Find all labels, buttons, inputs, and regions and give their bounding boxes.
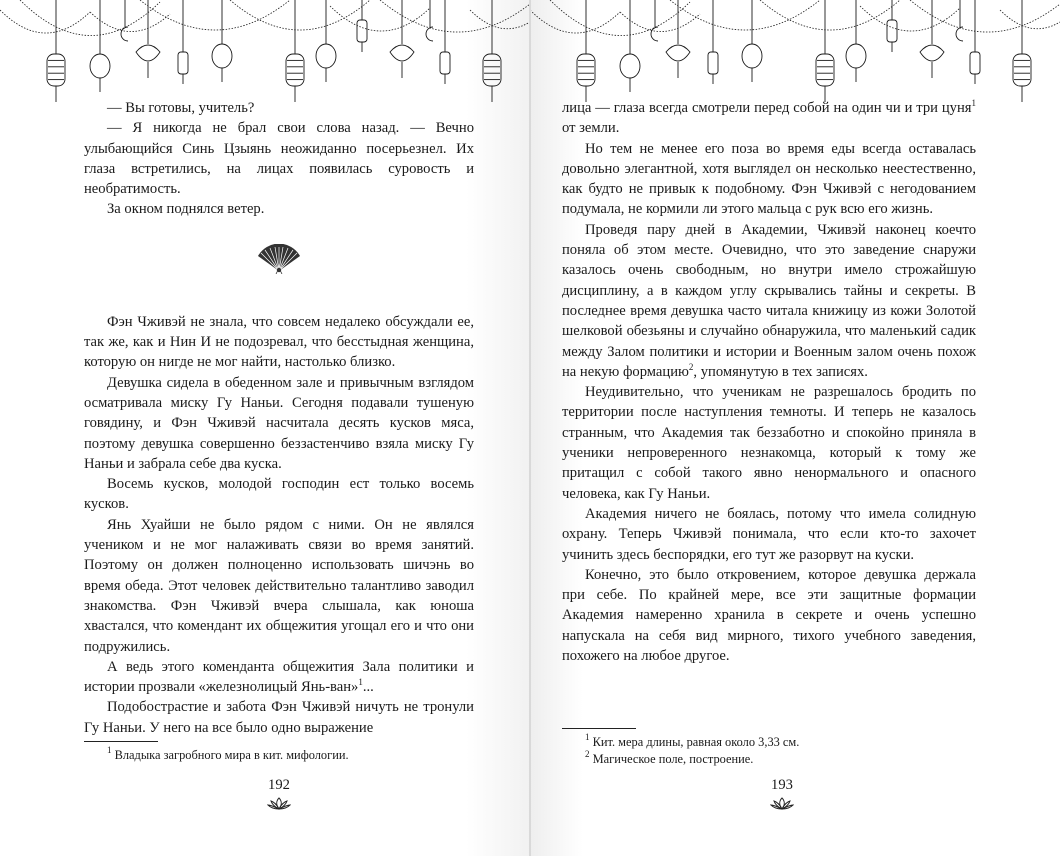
paragraph-with-footnote xyxy=(84,657,474,698)
paragraph: За окном поднялся ветер. xyxy=(107,201,265,218)
footnote-text: Магическое поле, построение. xyxy=(592,752,754,766)
paragraph: — Вы готовы, учитель? xyxy=(107,100,255,116)
footnote xyxy=(84,747,474,764)
lotus-icon xyxy=(267,797,291,811)
footnote-mark: 2 xyxy=(585,749,590,759)
page-number: 193 xyxy=(771,777,793,793)
footnote-mark: 1 xyxy=(107,745,112,755)
paragraph: Фэн Чживэй не знала, что совсем недалеко обсуждали ее, так же, как и Нин И не подозревал, что бесстыдная женщина, которую он нигде не мог найти, настолько близко. xyxy=(84,313,474,371)
book-gutter xyxy=(529,0,531,856)
paragraph-text: А ведь этого коменданта общежития Зала политики и истории прозвали «железнолицый Янь-ван» xyxy=(84,658,474,696)
paragraph: Янь Хуайши не было рядом с ними. Он не являлся учеником и не мог налаживать связи во время занятий. Поэтому он должен полноценно использовать шичэнь во время обеда. Этот человек действительно талантливо заводил знакомства. Фэн Чживэй вчера слышала, как юноша хвастался, что комендант их общежития угощал его и что они подружились. xyxy=(84,516,474,655)
paragraph-text: лица — глаза всегда смотрели перед собой на один чи и три цуня xyxy=(562,100,972,116)
paragraph: Девушка сидела в обеденном зале и привычным взглядом осматривала миску Гу Наньи. Сегодня подавали тушеную говядину, и Фэн Чживэй насчитала десять кусков мяса, поэтому девушка совершенно беззастенчиво взяла миску Гу Наньи и забрала себе два куска. xyxy=(84,374,474,472)
footnote xyxy=(562,751,976,768)
footnote-reference: 2 xyxy=(688,361,694,372)
paragraph: — Я никогда не брал свои слова назад. — Вечно улыбающийся Синь Цзыянь неожиданно посерьезнел. Их глаза встретились, на лицах появилась суровость и необратимость. xyxy=(84,120,474,198)
right-footnotes xyxy=(562,728,976,768)
paragraph: Подобострастие и забота Фэн Чживэй ничуть не тронули Гу Наньи. У него на все было одно выражение xyxy=(84,699,474,736)
paragraph: Конечно, это было откровением, которое девушка держала при себе. По крайней мере, все эти защитные формации Академия намеренно хранила в секрете и очень успешно напускала на себя вид мирного, тихого учебного заведения, похожего на любое другое. xyxy=(562,566,976,665)
paragraph-tail: ... xyxy=(362,679,374,696)
paragraph: Академия ничего не боялась, потому что имела солидную охрану. Теперь Чживэй понимала, что если кто-то захочет учинить здесь беспорядки, его тут же разорвут на куски. xyxy=(562,505,976,563)
paragraph-tail: , упомянутую в тех записях. xyxy=(693,363,868,380)
paragraph: Но тем не менее его поза во время еды всегда оставалась довольно элегантной, хотя выглядел он несколько неестественно, как будто не привык к подобному. Фэн Чживэй с негодованием подумала, не кормили ли этого мальца с рук всю его жизнь. xyxy=(562,140,976,218)
left-page-body xyxy=(84,98,474,738)
paragraph-with-footnote xyxy=(562,220,976,382)
left-footnotes xyxy=(84,741,474,764)
footnote-rule xyxy=(562,728,636,729)
paragraph: Неудивительно, что ученикам не разрешалось бродить по территории после наступления темноты. И теперь не казалось странным, что Академия так беззаботно и спокойно приняла в ученики непроверенного незнакомца, который к тому же притащил с собой такого явно ненормального и опасного человека, как Гу Наньи. xyxy=(562,384,976,502)
right-page xyxy=(530,0,1060,856)
left-paragraphs-after-break xyxy=(84,312,474,738)
right-page-body xyxy=(562,98,976,666)
folding-fan-icon xyxy=(256,244,302,274)
paragraph: Восемь кусков, молодой господин ест только восемь кусков. xyxy=(84,476,474,513)
paragraph-tail: от земли. xyxy=(562,120,620,137)
left-paragraphs-before-break xyxy=(84,98,474,220)
footnote-mark: 1 xyxy=(585,732,590,742)
footnote-text: Владыка загробного мира в кит. мифологии. xyxy=(114,748,349,762)
footnote-reference: 1 xyxy=(358,677,363,688)
footnote xyxy=(562,734,976,751)
paragraph-text: Проведя пару дней в Академии, Чживэй наконец коечто поняла об этом месте. Очевидно, что это заведение снаружи казалось очень свободным, но внутри имело строжайшую дисциплину, а в каждом углу скрывались тайны и секреты. В последнее время девушка часто читала книжицу из кожи Золотой шелковой обезьяны и случайно обнаружила, что маленький садик между Залом политики и истории и Военным залом очень похож на некую формацию xyxy=(562,221,976,380)
footnote-rule xyxy=(84,741,158,742)
footnote-text: Кит. мера длины, равная около 3,33 см. xyxy=(592,735,800,749)
footnote-reference: 1 xyxy=(971,98,976,108)
paragraph-with-footnote xyxy=(562,98,976,139)
page-number: 192 xyxy=(268,777,290,793)
lotus-icon xyxy=(770,797,794,811)
